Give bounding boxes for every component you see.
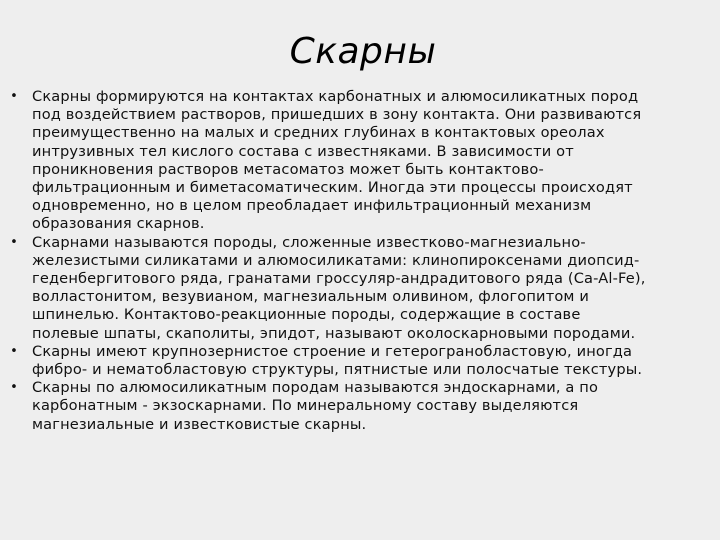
bullet-dot-icon: • [10, 343, 18, 359]
slide-title: Скарны [289, 31, 437, 72]
bullet-text: Скарны формируются на контактах карбонатных и алюмосиликатных пород под воздействием растворов, пришедших в зону контакта. Они развиваются преимущественно на малых и средних глубинах в контактовых ореолах интрузивных тел кислого состава с известняками. В зависимости от проникновения растворов метасоматоз может быть контактово- фильтрационным и биметасоматическим. Иногда эти процессы происходят одновременно, но в целом преобладает инфильтрационный механизм образования скарнов. [32, 88, 642, 233]
bullet-item [8, 343, 708, 379]
bullet-item [8, 234, 708, 343]
bullet-dot-icon: • [10, 89, 18, 104]
bullet-text: Скарны по алюмосиликатным породам называются эндоскарнами, а по карбонатным - экзоскарнами. По минеральному составу выделяются магнезиальные и известковистые скарны. [32, 379, 599, 433]
bullet-dot-icon: • [10, 234, 18, 250]
bullet-text: Скарнами называются породы, сложенные известково-магнезиально- железистыми силикатами и алюмосиликатами: клинопироксенами диопсид- геденбергитового ряда, гранатами гроссуляр-андрадитового ряда (Ca-Al-Fe), волластонитом, везувианом, магнезиальным оливином, флогопитом и шпинелью. Контактово-реакционные породы, содержащие в составе полевые шпаты, скаполиты, эпидот, называют околоскарновыми породами. [32, 233, 646, 342]
bullet-text: Скарны имеют крупнозернистое строение и гетерогранобластовую, иногда фибро- и нематобластовую структуры, пятнистые или полосчатые текстуры. [32, 342, 643, 379]
bullet-list [8, 88, 708, 434]
bullet-dot-icon: • [10, 380, 18, 396]
bullet-item [8, 88, 708, 234]
bullet-item [8, 379, 708, 434]
